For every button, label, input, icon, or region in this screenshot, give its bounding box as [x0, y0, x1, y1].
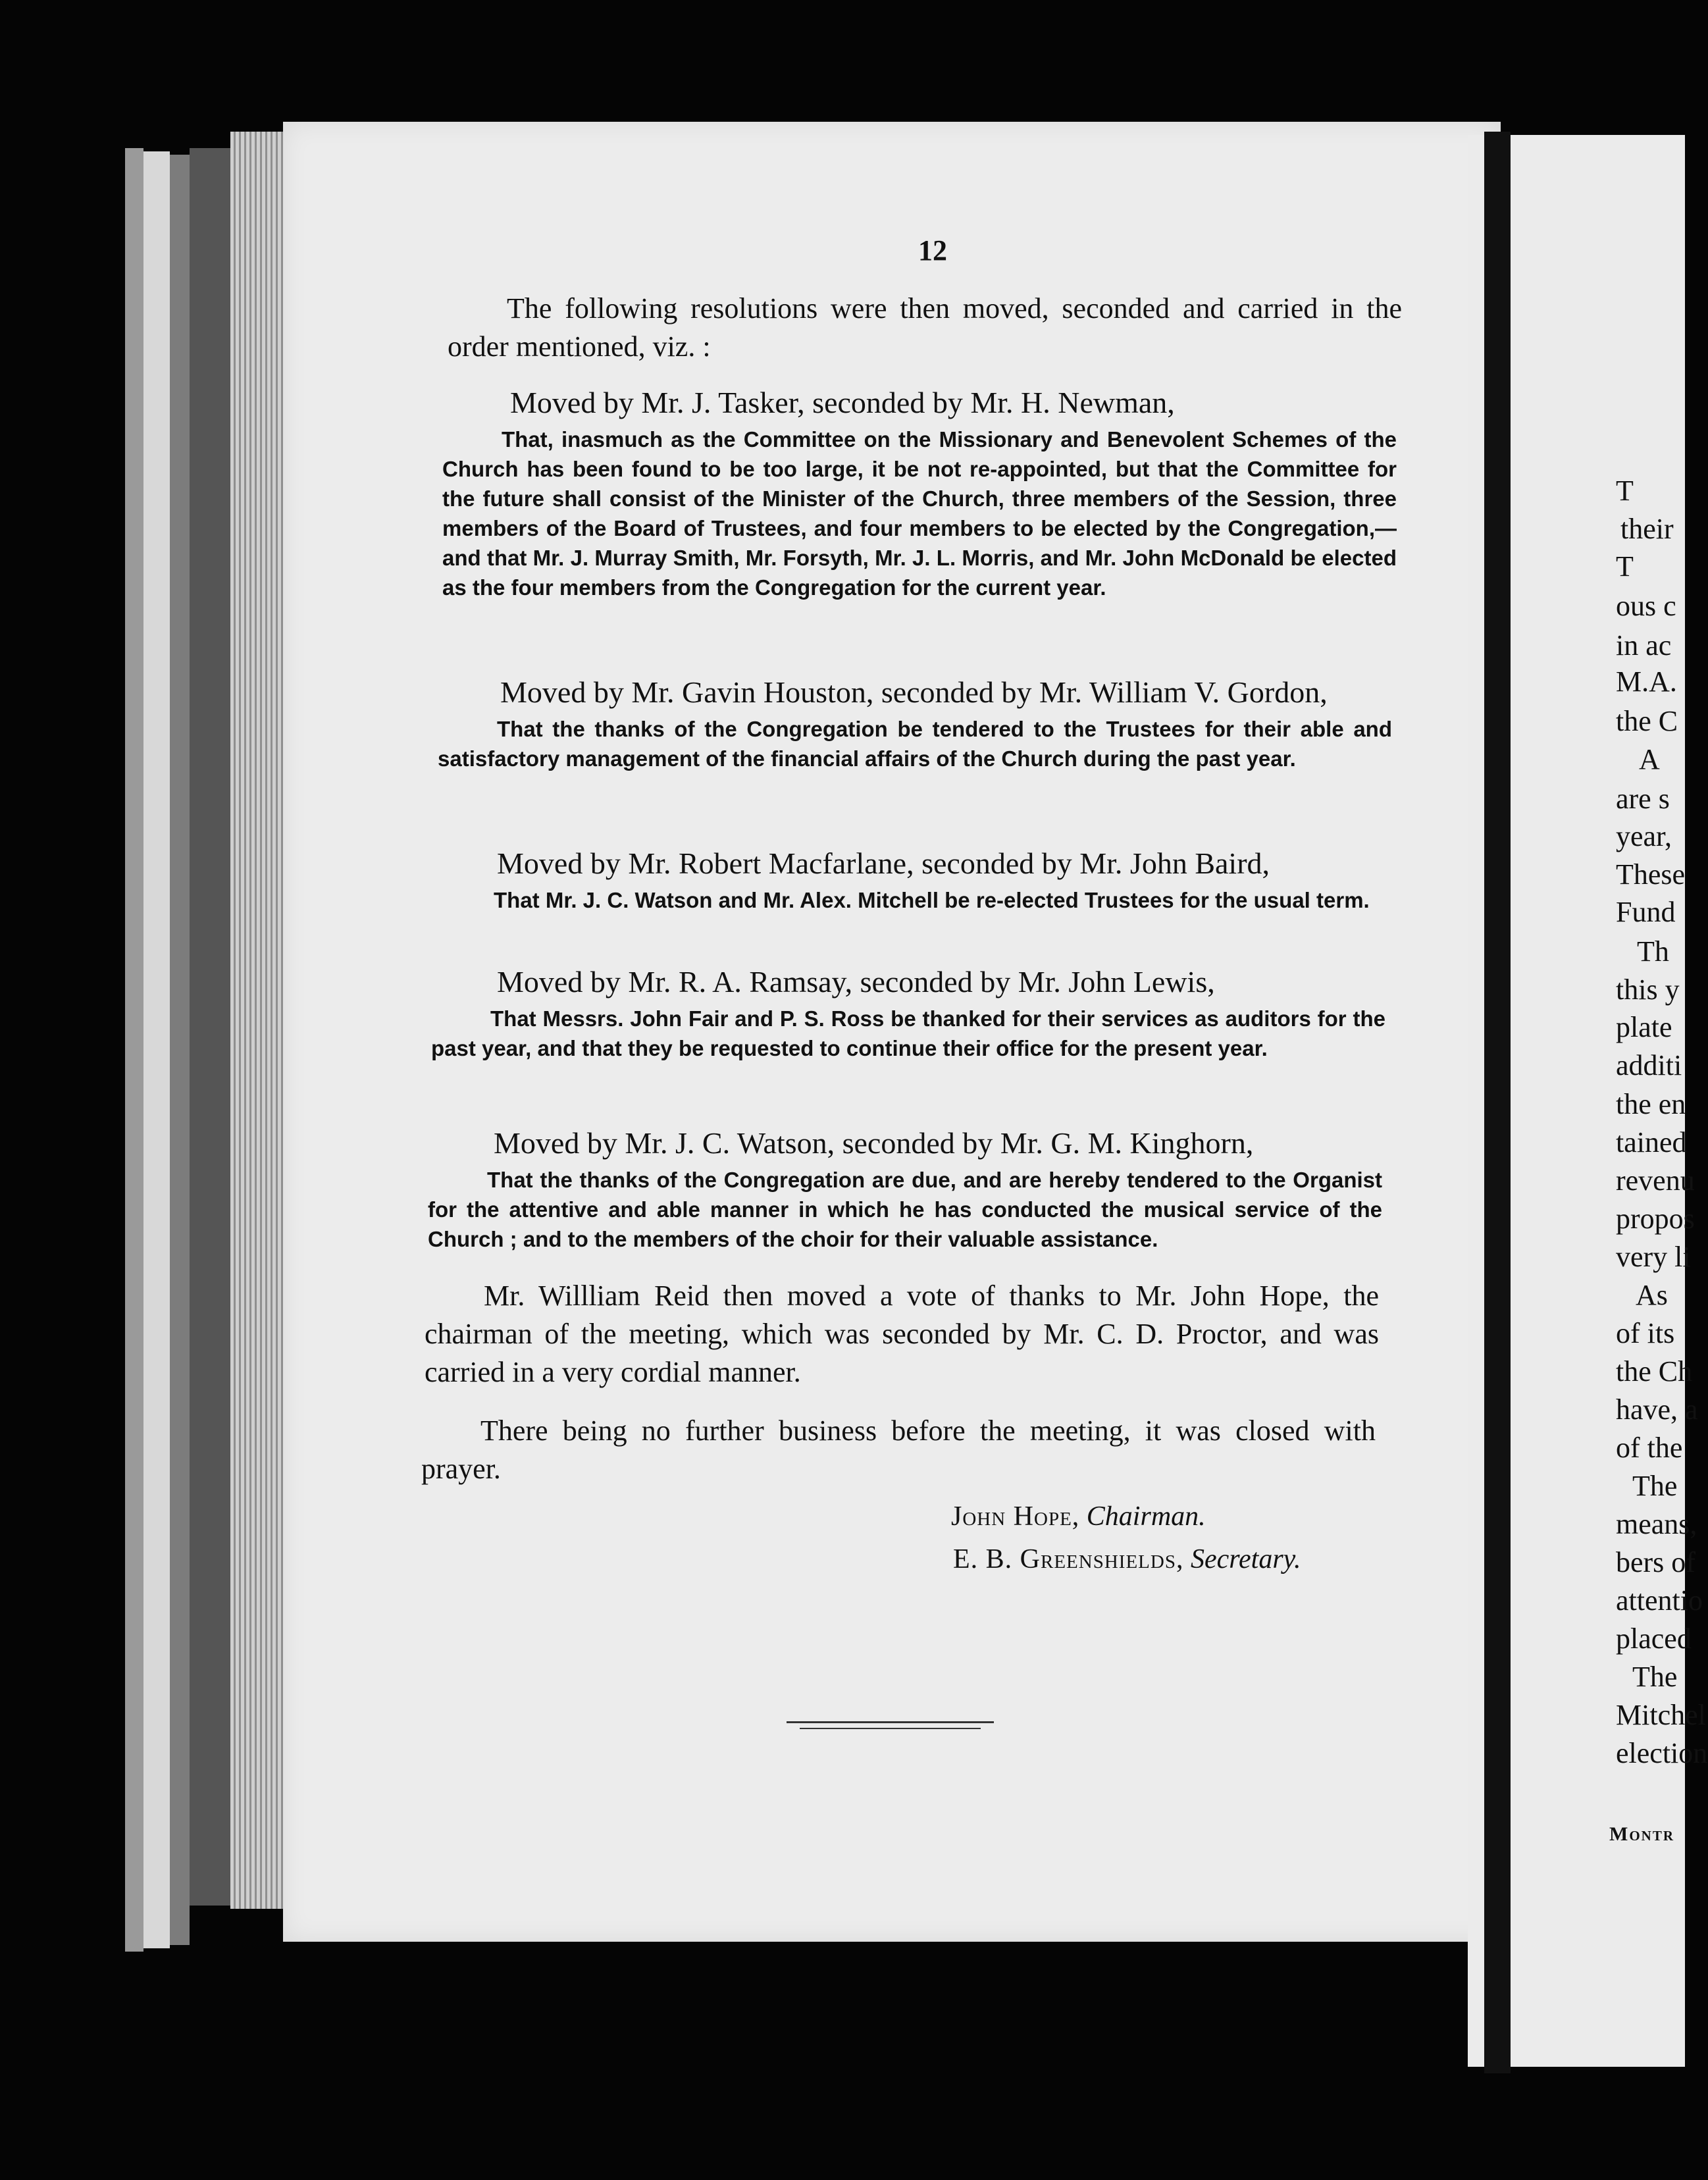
signatory-role: Secretary.	[1190, 1544, 1301, 1574]
facing-page-line: in ac	[1616, 629, 1672, 662]
motion-mover: Moved by Mr. Robert Macfarlane, seconded by Mr. John Baird,	[497, 846, 1270, 880]
facing-page-line: Fund	[1616, 896, 1676, 928]
facing-page-line: means,	[1616, 1508, 1697, 1540]
facing-page-line: the C	[1616, 705, 1678, 737]
closing-paragraph	[421, 1412, 1376, 1488]
facing-page-line: this y	[1616, 973, 1680, 1006]
facing-page-line: A	[1639, 743, 1660, 775]
facing-page-line: are s	[1616, 783, 1670, 815]
resolution-text: That Mr. J. C. Watson and Mr. Alex. Mitchell be re-elected Trustees for the usual term.	[494, 888, 1370, 912]
vote-of-thanks-paragraph	[425, 1277, 1379, 1391]
signatory-name: E. B. Greenshields,	[953, 1544, 1184, 1574]
resolution-text: That the thanks of the Congregation be tendered to the Trustees for their able and satisfactory management of the financial affairs of the Church during the past year.	[438, 717, 1392, 771]
chairman-signature	[951, 1501, 1206, 1532]
facing-page-line: ous c	[1616, 590, 1676, 622]
motion-resolution	[428, 1165, 1382, 1254]
facing-page-line: of its	[1616, 1317, 1675, 1349]
facing-page-line: Montr	[1609, 1823, 1674, 1845]
motion-resolution	[442, 425, 1397, 602]
motion-mover: Moved by Mr. J. Tasker, seconded by Mr. H. Newman,	[510, 386, 1175, 419]
facing-page-line: bers of	[1616, 1546, 1695, 1578]
facing-page-line: plate	[1616, 1011, 1672, 1043]
intro-paragraph	[448, 290, 1402, 366]
signatory-role: Chairman.	[1086, 1501, 1206, 1532]
facing-page-line: Mitchel	[1616, 1699, 1706, 1731]
resolution-text: That Messrs. John Fair and P. S. Ross be thanked for their services as auditors for the past year, and that they be requested to continue their office for the present year.	[431, 1006, 1385, 1060]
motion-mover: Moved by Mr. Gavin Houston, seconded by Mr. William V. Gordon,	[500, 675, 1328, 709]
facing-page-line: T	[1616, 550, 1634, 583]
book-edge	[125, 148, 143, 1952]
motion-resolution	[434, 885, 1389, 915]
facing-page-line: tained	[1616, 1126, 1687, 1158]
facing-page-line: Th	[1637, 935, 1669, 968]
facing-page-line: The	[1632, 1661, 1678, 1693]
signatory-name: John Hope,	[951, 1501, 1080, 1532]
facing-page-line: the Ch	[1616, 1355, 1693, 1388]
book-edge	[143, 151, 170, 1948]
facing-page-line: of the	[1616, 1432, 1683, 1464]
closing-rule	[787, 1721, 994, 1723]
facing-page-line: attentio	[1616, 1584, 1703, 1617]
facing-page-line: propos	[1616, 1203, 1695, 1235]
closing-text: There being no further business before the meeting, it was closed with prayer.	[421, 1414, 1376, 1485]
intro-text: The following resolutions were then moved, seconded and carried in the order mentioned, viz. :	[448, 292, 1402, 363]
secretary-signature	[953, 1544, 1301, 1575]
book-edge	[190, 148, 230, 1906]
motion-mover: Moved by Mr. J. C. Watson, seconded by Mr. G. M. Kinghorn,	[494, 1126, 1254, 1160]
facing-page-line: additi	[1616, 1049, 1682, 1081]
motion-resolution	[431, 1004, 1385, 1063]
facing-page-line: revenu	[1616, 1164, 1695, 1197]
facing-page-line: As	[1636, 1279, 1668, 1311]
facing-page-line: These	[1616, 858, 1686, 891]
facing-page-line: election	[1616, 1737, 1708, 1769]
resolution-text: That, inasmuch as the Committee on the Missionary and Benevolent Schemes of the Church has been found to be too large, it be not re-appointed, but that the Committee for the future shall consist of the Minister of the Church, three members of the Session, three members of the Board of Trustees, and four members to be elected by the Congregation,—and that Mr. J. Murray Smith, Mr. Forsyth, Mr. J. L. Morris, and Mr. John McDonald be elected as the four members from the Congregation for the current year.	[442, 427, 1397, 600]
motion-mover: Moved by Mr. R. A. Ramsay, seconded by Mr. John Lewis,	[497, 965, 1215, 999]
closing-rule	[800, 1728, 981, 1729]
resolution-text: That the thanks of the Congregation are due, and are hereby tendered to the Organist for the attentive and able manner in which he has conducted the musical service of the Church ; and to the members of the choir for their valuable assistance.	[428, 1168, 1382, 1251]
facing-page-line: their	[1620, 513, 1674, 545]
facing-page-line: very li	[1616, 1241, 1691, 1273]
facing-page-line: The	[1632, 1470, 1678, 1502]
facing-page-line: T	[1616, 475, 1634, 507]
facing-page-line: year,	[1616, 820, 1672, 852]
motion-resolution	[438, 714, 1392, 773]
book-edge	[170, 155, 190, 1945]
vote-of-thanks-text: Mr. Willliam Reid then moved a vote of thanks to Mr. John Hope, the chairman of the meeting, which was seconded by Mr. C. D. Proctor, and was carried in a very cordial manner.	[425, 1280, 1379, 1388]
page-stack-edge	[230, 132, 283, 1909]
page-number: 12	[918, 234, 947, 267]
book-gutter	[1484, 132, 1511, 2073]
facing-page-line: have, a	[1616, 1393, 1698, 1426]
facing-page-line: the en	[1616, 1088, 1686, 1120]
facing-page-line: M.A.	[1616, 665, 1677, 698]
facing-page-line: placed	[1616, 1622, 1692, 1655]
